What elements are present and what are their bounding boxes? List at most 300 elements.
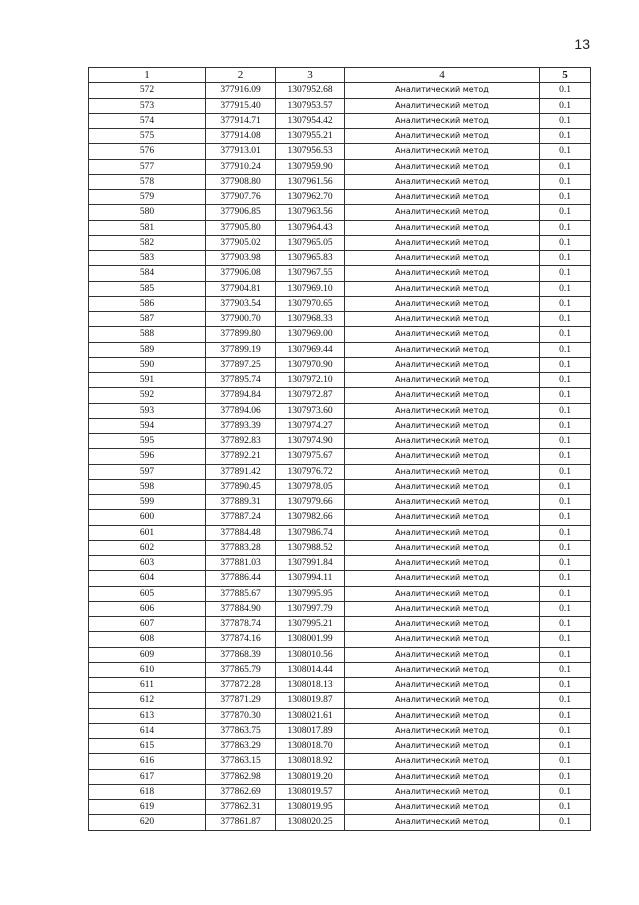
point-number-cell: 587 bbox=[89, 312, 206, 327]
table-row bbox=[89, 144, 591, 159]
table-row bbox=[89, 98, 591, 113]
x-coordinate-cell: 377871.29 bbox=[206, 693, 276, 708]
y-coordinate-cell: 1308019.87 bbox=[276, 693, 345, 708]
point-number-cell: 588 bbox=[89, 327, 206, 342]
accuracy-cell: 0.1 bbox=[540, 449, 591, 464]
x-coordinate-cell: 377906.08 bbox=[206, 266, 276, 281]
x-coordinate-cell: 377883.28 bbox=[206, 540, 276, 555]
table-row bbox=[89, 296, 591, 311]
table-body bbox=[89, 83, 591, 830]
table-row bbox=[89, 723, 591, 738]
y-coordinate-cell: 1307970.90 bbox=[276, 357, 345, 372]
method-cell: Аналитический метод bbox=[345, 190, 540, 205]
point-number-cell: 605 bbox=[89, 586, 206, 601]
method-cell: Аналитический метод bbox=[345, 144, 540, 159]
table-row bbox=[89, 403, 591, 418]
x-coordinate-cell: 377895.74 bbox=[206, 373, 276, 388]
x-coordinate-cell: 377914.71 bbox=[206, 113, 276, 128]
method-cell: Аналитический метод bbox=[345, 617, 540, 632]
page-number: 13 bbox=[574, 36, 590, 52]
table-row bbox=[89, 510, 591, 525]
method-cell: Аналитический метод bbox=[345, 342, 540, 357]
point-number-cell: 594 bbox=[89, 418, 206, 433]
point-number-cell: 580 bbox=[89, 205, 206, 220]
x-coordinate-cell: 377863.29 bbox=[206, 739, 276, 754]
y-coordinate-cell: 1307972.10 bbox=[276, 373, 345, 388]
point-number-cell: 607 bbox=[89, 617, 206, 632]
x-coordinate-cell: 377915.40 bbox=[206, 98, 276, 113]
method-cell: Аналитический метод bbox=[345, 205, 540, 220]
y-coordinate-cell: 1307953.57 bbox=[276, 98, 345, 113]
accuracy-cell: 0.1 bbox=[540, 647, 591, 662]
table-row bbox=[89, 327, 591, 342]
method-cell: Аналитический метод bbox=[345, 418, 540, 433]
x-coordinate-cell: 377886.44 bbox=[206, 571, 276, 586]
y-coordinate-cell: 1307995.21 bbox=[276, 617, 345, 632]
x-coordinate-cell: 377894.84 bbox=[206, 388, 276, 403]
point-number-cell: 576 bbox=[89, 144, 206, 159]
method-cell: Аналитический метод bbox=[345, 800, 540, 815]
point-number-cell: 589 bbox=[89, 342, 206, 357]
point-number-cell: 574 bbox=[89, 113, 206, 128]
x-coordinate-cell: 377884.90 bbox=[206, 601, 276, 616]
y-coordinate-cell: 1308018.70 bbox=[276, 739, 345, 754]
x-coordinate-cell: 377899.19 bbox=[206, 342, 276, 357]
method-cell: Аналитический метод bbox=[345, 373, 540, 388]
table-row bbox=[89, 647, 591, 662]
table-row bbox=[89, 769, 591, 784]
accuracy-cell: 0.1 bbox=[540, 144, 591, 159]
x-coordinate-cell: 377885.67 bbox=[206, 586, 276, 601]
x-coordinate-cell: 377903.98 bbox=[206, 251, 276, 266]
y-coordinate-cell: 1307982.66 bbox=[276, 510, 345, 525]
point-number-cell: 619 bbox=[89, 800, 206, 815]
accuracy-cell: 0.1 bbox=[540, 800, 591, 815]
accuracy-cell: 0.1 bbox=[540, 815, 591, 830]
point-number-cell: 612 bbox=[89, 693, 206, 708]
accuracy-cell: 0.1 bbox=[540, 205, 591, 220]
method-cell: Аналитический метод bbox=[345, 235, 540, 250]
x-coordinate-cell: 377865.79 bbox=[206, 662, 276, 677]
accuracy-cell: 0.1 bbox=[540, 174, 591, 189]
table-row bbox=[89, 662, 591, 677]
method-cell: Аналитический метод bbox=[345, 251, 540, 266]
method-cell: Аналитический метод bbox=[345, 784, 540, 799]
x-coordinate-cell: 377890.45 bbox=[206, 479, 276, 494]
table-row bbox=[89, 113, 591, 128]
point-number-cell: 585 bbox=[89, 281, 206, 296]
x-coordinate-cell: 377862.98 bbox=[206, 769, 276, 784]
accuracy-cell: 0.1 bbox=[540, 235, 591, 250]
method-cell: Аналитический метод bbox=[345, 281, 540, 296]
x-coordinate-cell: 377893.39 bbox=[206, 418, 276, 433]
table-row bbox=[89, 220, 591, 235]
accuracy-cell: 0.1 bbox=[540, 129, 591, 144]
y-coordinate-cell: 1307961.56 bbox=[276, 174, 345, 189]
table-row bbox=[89, 464, 591, 479]
x-coordinate-cell: 377903.54 bbox=[206, 296, 276, 311]
x-coordinate-cell: 377892.83 bbox=[206, 434, 276, 449]
y-coordinate-cell: 1307978.05 bbox=[276, 479, 345, 494]
accuracy-cell: 0.1 bbox=[540, 434, 591, 449]
method-cell: Аналитический метод bbox=[345, 98, 540, 113]
method-cell: Аналитический метод bbox=[345, 647, 540, 662]
table-row bbox=[89, 632, 591, 647]
y-coordinate-cell: 1307963.56 bbox=[276, 205, 345, 220]
accuracy-cell: 0.1 bbox=[540, 403, 591, 418]
method-cell: Аналитический метод bbox=[345, 464, 540, 479]
method-cell: Аналитический метод bbox=[345, 723, 540, 738]
point-number-cell: 579 bbox=[89, 190, 206, 205]
point-number-cell: 577 bbox=[89, 159, 206, 174]
accuracy-cell: 0.1 bbox=[540, 479, 591, 494]
accuracy-cell: 0.1 bbox=[540, 495, 591, 510]
accuracy-cell: 0.1 bbox=[540, 769, 591, 784]
accuracy-cell: 0.1 bbox=[540, 418, 591, 433]
table-row bbox=[89, 693, 591, 708]
accuracy-cell: 0.1 bbox=[540, 327, 591, 342]
table-row bbox=[89, 479, 591, 494]
method-cell: Аналитический метод bbox=[345, 174, 540, 189]
point-number-cell: 592 bbox=[89, 388, 206, 403]
accuracy-cell: 0.1 bbox=[540, 266, 591, 281]
method-cell: Аналитический метод bbox=[345, 327, 540, 342]
x-coordinate-cell: 377894.06 bbox=[206, 403, 276, 418]
y-coordinate-cell: 1307959.90 bbox=[276, 159, 345, 174]
point-number-cell: 597 bbox=[89, 464, 206, 479]
y-coordinate-cell: 1308018.92 bbox=[276, 754, 345, 769]
method-cell: Аналитический метод bbox=[345, 266, 540, 281]
table-row bbox=[89, 357, 591, 372]
method-cell: Аналитический метод bbox=[345, 220, 540, 235]
table-row bbox=[89, 418, 591, 433]
accuracy-cell: 0.1 bbox=[540, 296, 591, 311]
y-coordinate-cell: 1307973.60 bbox=[276, 403, 345, 418]
accuracy-cell: 0.1 bbox=[540, 464, 591, 479]
method-cell: Аналитический метод bbox=[345, 449, 540, 464]
point-number-cell: 582 bbox=[89, 235, 206, 250]
method-cell: Аналитический метод bbox=[345, 525, 540, 540]
table-row bbox=[89, 784, 591, 799]
x-coordinate-cell: 377889.31 bbox=[206, 495, 276, 510]
y-coordinate-cell: 1307975.67 bbox=[276, 449, 345, 464]
table-row bbox=[89, 174, 591, 189]
accuracy-cell: 0.1 bbox=[540, 113, 591, 128]
method-cell: Аналитический метод bbox=[345, 388, 540, 403]
table-row bbox=[89, 601, 591, 616]
method-cell: Аналитический метод bbox=[345, 495, 540, 510]
table-row bbox=[89, 190, 591, 205]
point-number-cell: 572 bbox=[89, 83, 206, 98]
accuracy-cell: 0.1 bbox=[540, 617, 591, 632]
point-number-cell: 584 bbox=[89, 266, 206, 281]
method-cell: Аналитический метод bbox=[345, 510, 540, 525]
y-coordinate-cell: 1307969.00 bbox=[276, 327, 345, 342]
accuracy-cell: 0.1 bbox=[540, 678, 591, 693]
x-coordinate-cell: 377906.85 bbox=[206, 205, 276, 220]
table-row bbox=[89, 205, 591, 220]
x-coordinate-cell: 377897.25 bbox=[206, 357, 276, 372]
header-col-3: 3 bbox=[276, 68, 345, 83]
table-row bbox=[89, 235, 591, 250]
x-coordinate-cell: 377887.24 bbox=[206, 510, 276, 525]
point-number-cell: 603 bbox=[89, 556, 206, 571]
point-number-cell: 601 bbox=[89, 525, 206, 540]
y-coordinate-cell: 1307952.68 bbox=[276, 83, 345, 98]
accuracy-cell: 0.1 bbox=[540, 342, 591, 357]
method-cell: Аналитический метод bbox=[345, 312, 540, 327]
table-row bbox=[89, 586, 591, 601]
y-coordinate-cell: 1307979.66 bbox=[276, 495, 345, 510]
point-number-cell: 573 bbox=[89, 98, 206, 113]
y-coordinate-cell: 1308010.56 bbox=[276, 647, 345, 662]
point-number-cell: 590 bbox=[89, 357, 206, 372]
point-number-cell: 610 bbox=[89, 662, 206, 677]
accuracy-cell: 0.1 bbox=[540, 373, 591, 388]
point-number-cell: 611 bbox=[89, 678, 206, 693]
method-cell: Аналитический метод bbox=[345, 296, 540, 311]
method-cell: Аналитический метод bbox=[345, 403, 540, 418]
x-coordinate-cell: 377904.81 bbox=[206, 281, 276, 296]
accuracy-cell: 0.1 bbox=[540, 708, 591, 723]
table-row bbox=[89, 617, 591, 632]
point-number-cell: 618 bbox=[89, 784, 206, 799]
y-coordinate-cell: 1307972.87 bbox=[276, 388, 345, 403]
point-number-cell: 616 bbox=[89, 754, 206, 769]
x-coordinate-cell: 377884.48 bbox=[206, 525, 276, 540]
method-cell: Аналитический метод bbox=[345, 632, 540, 647]
point-number-cell: 598 bbox=[89, 479, 206, 494]
point-number-cell: 586 bbox=[89, 296, 206, 311]
method-cell: Аналитический метод bbox=[345, 662, 540, 677]
y-coordinate-cell: 1307954.42 bbox=[276, 113, 345, 128]
point-number-cell: 595 bbox=[89, 434, 206, 449]
header-col-2: 2 bbox=[206, 68, 276, 83]
accuracy-cell: 0.1 bbox=[540, 159, 591, 174]
y-coordinate-cell: 1307962.70 bbox=[276, 190, 345, 205]
header-col-1: 1 bbox=[89, 68, 206, 83]
x-coordinate-cell: 377878.74 bbox=[206, 617, 276, 632]
accuracy-cell: 0.1 bbox=[540, 693, 591, 708]
point-number-cell: 617 bbox=[89, 769, 206, 784]
accuracy-cell: 0.1 bbox=[540, 525, 591, 540]
method-cell: Аналитический метод bbox=[345, 434, 540, 449]
coordinates-table bbox=[88, 67, 591, 831]
y-coordinate-cell: 1307994.11 bbox=[276, 571, 345, 586]
accuracy-cell: 0.1 bbox=[540, 739, 591, 754]
y-coordinate-cell: 1307986.74 bbox=[276, 525, 345, 540]
table-row bbox=[89, 739, 591, 754]
y-coordinate-cell: 1308019.95 bbox=[276, 800, 345, 815]
table-row bbox=[89, 159, 591, 174]
point-number-cell: 578 bbox=[89, 174, 206, 189]
point-number-cell: 581 bbox=[89, 220, 206, 235]
table-row bbox=[89, 342, 591, 357]
x-coordinate-cell: 377900.70 bbox=[206, 312, 276, 327]
table-row bbox=[89, 251, 591, 266]
y-coordinate-cell: 1307974.27 bbox=[276, 418, 345, 433]
table-row bbox=[89, 388, 591, 403]
accuracy-cell: 0.1 bbox=[540, 556, 591, 571]
y-coordinate-cell: 1307969.10 bbox=[276, 281, 345, 296]
accuracy-cell: 0.1 bbox=[540, 510, 591, 525]
point-number-cell: 602 bbox=[89, 540, 206, 555]
point-number-cell: 608 bbox=[89, 632, 206, 647]
accuracy-cell: 0.1 bbox=[540, 98, 591, 113]
table-row bbox=[89, 373, 591, 388]
y-coordinate-cell: 1307970.65 bbox=[276, 296, 345, 311]
y-coordinate-cell: 1308017.89 bbox=[276, 723, 345, 738]
y-coordinate-cell: 1307965.83 bbox=[276, 251, 345, 266]
point-number-cell: 606 bbox=[89, 601, 206, 616]
table-row bbox=[89, 525, 591, 540]
header-col-5: 5 bbox=[540, 68, 591, 83]
table-row bbox=[89, 495, 591, 510]
y-coordinate-cell: 1307967.55 bbox=[276, 266, 345, 281]
table-row bbox=[89, 83, 591, 98]
point-number-cell: 604 bbox=[89, 571, 206, 586]
table-header-row bbox=[89, 68, 591, 83]
method-cell: Аналитический метод bbox=[345, 708, 540, 723]
accuracy-cell: 0.1 bbox=[540, 388, 591, 403]
table-row bbox=[89, 708, 591, 723]
x-coordinate-cell: 377872.28 bbox=[206, 678, 276, 693]
point-number-cell: 614 bbox=[89, 723, 206, 738]
y-coordinate-cell: 1307969.44 bbox=[276, 342, 345, 357]
accuracy-cell: 0.1 bbox=[540, 662, 591, 677]
x-coordinate-cell: 377910.24 bbox=[206, 159, 276, 174]
y-coordinate-cell: 1307955.21 bbox=[276, 129, 345, 144]
table-row bbox=[89, 449, 591, 464]
method-cell: Аналитический метод bbox=[345, 586, 540, 601]
accuracy-cell: 0.1 bbox=[540, 251, 591, 266]
method-cell: Аналитический метод bbox=[345, 357, 540, 372]
method-cell: Аналитический метод bbox=[345, 693, 540, 708]
method-cell: Аналитический метод bbox=[345, 129, 540, 144]
accuracy-cell: 0.1 bbox=[540, 723, 591, 738]
x-coordinate-cell: 377862.31 bbox=[206, 800, 276, 815]
x-coordinate-cell: 377905.02 bbox=[206, 235, 276, 250]
x-coordinate-cell: 377891.42 bbox=[206, 464, 276, 479]
accuracy-cell: 0.1 bbox=[540, 586, 591, 601]
table-row bbox=[89, 129, 591, 144]
method-cell: Аналитический метод bbox=[345, 601, 540, 616]
point-number-cell: 613 bbox=[89, 708, 206, 723]
table-row bbox=[89, 754, 591, 769]
method-cell: Аналитический метод bbox=[345, 540, 540, 555]
y-coordinate-cell: 1307964.43 bbox=[276, 220, 345, 235]
y-coordinate-cell: 1307956.53 bbox=[276, 144, 345, 159]
x-coordinate-cell: 377863.15 bbox=[206, 754, 276, 769]
table-row bbox=[89, 312, 591, 327]
y-coordinate-cell: 1307997.79 bbox=[276, 601, 345, 616]
point-number-cell: 600 bbox=[89, 510, 206, 525]
point-number-cell: 615 bbox=[89, 739, 206, 754]
point-number-cell: 575 bbox=[89, 129, 206, 144]
y-coordinate-cell: 1308014.44 bbox=[276, 662, 345, 677]
y-coordinate-cell: 1307976.72 bbox=[276, 464, 345, 479]
table-row bbox=[89, 556, 591, 571]
x-coordinate-cell: 377868.39 bbox=[206, 647, 276, 662]
accuracy-cell: 0.1 bbox=[540, 754, 591, 769]
method-cell: Аналитический метод bbox=[345, 571, 540, 586]
point-number-cell: 591 bbox=[89, 373, 206, 388]
x-coordinate-cell: 377907.76 bbox=[206, 190, 276, 205]
table-row bbox=[89, 800, 591, 815]
point-number-cell: 620 bbox=[89, 815, 206, 830]
x-coordinate-cell: 377881.03 bbox=[206, 556, 276, 571]
x-coordinate-cell: 377892.21 bbox=[206, 449, 276, 464]
method-cell: Аналитический метод bbox=[345, 113, 540, 128]
x-coordinate-cell: 377914.08 bbox=[206, 129, 276, 144]
method-cell: Аналитический метод bbox=[345, 479, 540, 494]
y-coordinate-cell: 1307974.90 bbox=[276, 434, 345, 449]
accuracy-cell: 0.1 bbox=[540, 312, 591, 327]
accuracy-cell: 0.1 bbox=[540, 190, 591, 205]
x-coordinate-cell: 377905.80 bbox=[206, 220, 276, 235]
y-coordinate-cell: 1308019.20 bbox=[276, 769, 345, 784]
x-coordinate-cell: 377874.16 bbox=[206, 632, 276, 647]
method-cell: Аналитический метод bbox=[345, 159, 540, 174]
y-coordinate-cell: 1308020.25 bbox=[276, 815, 345, 830]
accuracy-cell: 0.1 bbox=[540, 632, 591, 647]
header-col-4: 4 bbox=[345, 68, 540, 83]
method-cell: Аналитический метод bbox=[345, 556, 540, 571]
accuracy-cell: 0.1 bbox=[540, 220, 591, 235]
y-coordinate-cell: 1307965.05 bbox=[276, 235, 345, 250]
y-coordinate-cell: 1307988.52 bbox=[276, 540, 345, 555]
y-coordinate-cell: 1307968.33 bbox=[276, 312, 345, 327]
y-coordinate-cell: 1307991.84 bbox=[276, 556, 345, 571]
x-coordinate-cell: 377916.09 bbox=[206, 83, 276, 98]
y-coordinate-cell: 1308018.13 bbox=[276, 678, 345, 693]
method-cell: Аналитический метод bbox=[345, 83, 540, 98]
method-cell: Аналитический метод bbox=[345, 815, 540, 830]
method-cell: Аналитический метод bbox=[345, 678, 540, 693]
x-coordinate-cell: 377861.87 bbox=[206, 815, 276, 830]
x-coordinate-cell: 377913.01 bbox=[206, 144, 276, 159]
accuracy-cell: 0.1 bbox=[540, 540, 591, 555]
accuracy-cell: 0.1 bbox=[540, 281, 591, 296]
point-number-cell: 596 bbox=[89, 449, 206, 464]
accuracy-cell: 0.1 bbox=[540, 357, 591, 372]
accuracy-cell: 0.1 bbox=[540, 571, 591, 586]
y-coordinate-cell: 1307995.95 bbox=[276, 586, 345, 601]
point-number-cell: 609 bbox=[89, 647, 206, 662]
point-number-cell: 593 bbox=[89, 403, 206, 418]
x-coordinate-cell: 377908.80 bbox=[206, 174, 276, 189]
accuracy-cell: 0.1 bbox=[540, 784, 591, 799]
x-coordinate-cell: 377870.30 bbox=[206, 708, 276, 723]
method-cell: Аналитический метод bbox=[345, 769, 540, 784]
table-row bbox=[89, 678, 591, 693]
table-row bbox=[89, 571, 591, 586]
x-coordinate-cell: 377862.69 bbox=[206, 784, 276, 799]
method-cell: Аналитический метод bbox=[345, 739, 540, 754]
method-cell: Аналитический метод bbox=[345, 754, 540, 769]
y-coordinate-cell: 1308021.61 bbox=[276, 708, 345, 723]
table-row bbox=[89, 434, 591, 449]
table-row bbox=[89, 281, 591, 296]
y-coordinate-cell: 1308001.99 bbox=[276, 632, 345, 647]
y-coordinate-cell: 1308019.57 bbox=[276, 784, 345, 799]
point-number-cell: 599 bbox=[89, 495, 206, 510]
accuracy-cell: 0.1 bbox=[540, 601, 591, 616]
x-coordinate-cell: 377899.80 bbox=[206, 327, 276, 342]
table-row bbox=[89, 540, 591, 555]
accuracy-cell: 0.1 bbox=[540, 83, 591, 98]
x-coordinate-cell: 377863.75 bbox=[206, 723, 276, 738]
